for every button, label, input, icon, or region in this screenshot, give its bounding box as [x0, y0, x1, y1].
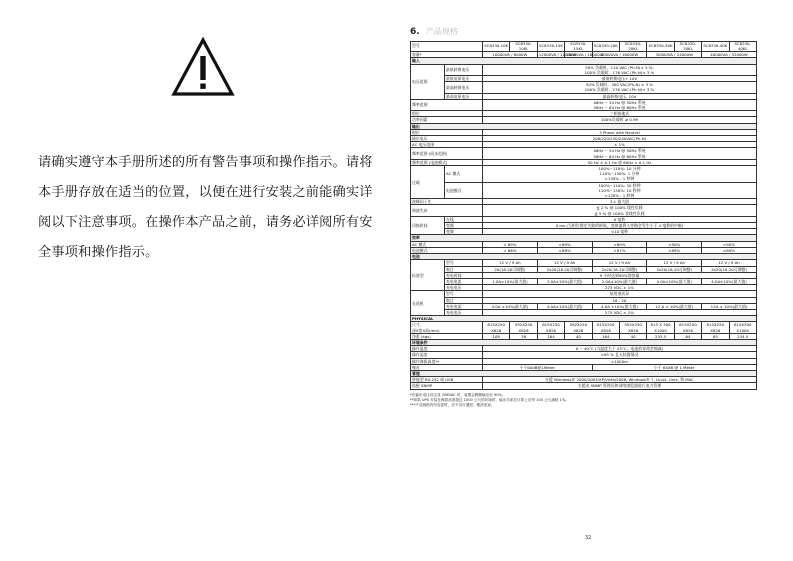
- weight-value: 40: [619, 333, 646, 339]
- spec-label: 选配 SNMP: [411, 383, 483, 389]
- battery-value: 12 V / 9 Ah: [592, 260, 647, 266]
- capacity-value: 40000VA / 32000W: [702, 52, 757, 58]
- transfer-mode-label: 变频: [445, 223, 483, 229]
- capacity-value: 20000VA / 16000W: [592, 52, 647, 58]
- spec-label: 最高转换电压: [445, 82, 483, 93]
- spec-label: 波峰因子比: [411, 199, 483, 205]
- efficiency-value: >88%: [537, 247, 592, 253]
- battery-value: 20(18-20可调整): [483, 266, 538, 272]
- efficiency-value: > 86%: [483, 247, 538, 253]
- capacity-value: 12000VA / 12000W: [538, 52, 577, 58]
- dimension-value: 815X250 X826: [537, 322, 564, 333]
- section-heading: [410, 26, 755, 38]
- spec-row: [411, 148, 757, 159]
- efficiency-value: >89%: [647, 247, 702, 253]
- spec-value: 46Hz ~ 54 Hz @ 50Hz 系统 56Hz ~ 64 Hz @ 60Hz 系统: [483, 148, 757, 159]
- spec-label: 频率范围: [411, 99, 483, 110]
- spec-value: 18 - 20: [483, 297, 757, 303]
- spec-label: 电压范围: [411, 64, 445, 99]
- dimension-value: 592X250 X826: [565, 322, 592, 333]
- spec-label: 型号: [445, 260, 483, 266]
- spec-value: 依用途而异: [483, 291, 757, 297]
- model-header: SC8330-20K: [592, 42, 619, 52]
- footnote: **如果 UPS 安装在海拔高度超过 1000 公尺的环境时，输出功率在计算上应每 100 公尺减耗 1%。: [410, 397, 569, 402]
- model-header: SC8330-15K: [537, 42, 564, 52]
- section-number: 6.: [410, 27, 420, 37]
- capacity-value: 10000VA / 8000W: [483, 52, 538, 58]
- battery-value: 2.0A±10%(最大值): [592, 278, 647, 284]
- battery-value: 12 V / 9 Ah: [647, 260, 702, 266]
- spec-label: AC 电压范围: [411, 142, 483, 148]
- battery-value: 4.0A±10%(最大值): [647, 278, 702, 284]
- warning-line: 全事项和操作指示。: [38, 245, 159, 260]
- dimension-value: 815X250 X826: [674, 322, 701, 333]
- battery-value: 4.0A ±10%(最大值): [483, 303, 538, 309]
- spec-label: 操作湿度: [411, 352, 483, 358]
- spec-label: 充电电流: [445, 278, 483, 284]
- spec-value: 最低转换电压+ 10V: [483, 76, 757, 82]
- weight-value: 233.5: [647, 333, 674, 339]
- weight-value: 64: [674, 333, 701, 339]
- transfer-mode-label: 在线: [445, 216, 483, 222]
- spec-label: AC 模式: [411, 241, 483, 247]
- spec-value: 50 Hz ± 0.1 Hz 或 60Hz ± 0.1 Hz: [483, 159, 757, 165]
- dimension-value: 815X250 X826: [592, 322, 619, 333]
- spec-value: 208/220/230/240VAC(Ph-N): [483, 136, 757, 142]
- dimension-value: 815X250 X826: [702, 322, 729, 333]
- capacity-value: 16000VA / 16000W: [566, 52, 604, 58]
- dimension-value: 592X250 X826: [619, 322, 646, 333]
- group-header: 环境条件: [411, 339, 757, 345]
- spec-label: 最低复原电压: [445, 76, 483, 82]
- spec-row: [411, 42, 757, 52]
- model-header: SC8330-30K: [647, 42, 674, 52]
- footnote: ***产品规格有所变更时，亦不另行通知，敬请见谅。: [410, 402, 495, 407]
- spec-row: [411, 99, 757, 110]
- spec-value: <95 % 且无结露情况: [483, 352, 757, 358]
- dimension-value: 815X250 X826: [483, 322, 510, 333]
- battery-value: 12 A ± 10%(最大值): [647, 303, 702, 309]
- dimension-value: 592X250 X826: [510, 322, 537, 333]
- spec-label: 数目: [445, 266, 483, 272]
- spec-value: 273 VDC ± 1%: [483, 309, 757, 315]
- battery-value: 4.0A±10%(最大值): [537, 303, 592, 309]
- model-header: SC8330-40KL: [729, 42, 756, 52]
- spec-label: 噪音: [411, 364, 483, 370]
- group-header: 效率: [411, 235, 757, 241]
- spec-value: 100%~110%: 10 分钟 110%~130%: 1 分钟 >130% : 1 秒钟: [483, 166, 757, 183]
- spec-value: ≦ 2 % @ 100% 线性负载 ≦ 5 % @ 100% 非线性负载: [483, 205, 757, 216]
- spec-label: 净重 (kgs): [411, 333, 483, 339]
- group-header: 输出: [411, 123, 757, 129]
- spec-label: 功率因素: [411, 117, 483, 123]
- warning-line: 本手册存放在适当的位置，以便在进行安装之前能确实详: [38, 185, 373, 200]
- warning-line: 请确实遵守本手册所述的所有警告事项和操作指示。请将: [38, 155, 373, 170]
- spec-row: [411, 82, 757, 93]
- spec-label: 长延机: [411, 291, 445, 316]
- model-header: SC8330-40K: [702, 42, 729, 52]
- spec-label: 最低转换电压: [445, 64, 483, 75]
- battery-value: 2x20(18-20可调整): [537, 266, 592, 272]
- battery-value: 12 V / 9 Ah: [537, 260, 592, 266]
- left-page: [0, 0, 396, 561]
- group-header: 电池: [411, 254, 757, 260]
- weight-value: 164: [592, 333, 619, 339]
- battery-value: 4.0A ±10%(最大值): [592, 303, 647, 309]
- spec-label: 输出电压: [411, 136, 483, 142]
- group-header: PHYSICAL: [411, 316, 757, 322]
- group-header: 管理: [411, 370, 757, 376]
- spec-value: 273 VDC ± 1%: [483, 285, 757, 291]
- group-header: 输入: [411, 58, 757, 64]
- footnotes: [410, 393, 755, 409]
- spec-value: <10 毫秒: [483, 229, 757, 235]
- spec-label: 频率范围 (同步范围): [411, 148, 483, 159]
- spec-label: 电池模式: [411, 247, 483, 253]
- efficiency-value: >90%: [702, 241, 757, 247]
- model-header: SC8330-20KL: [619, 42, 646, 52]
- spec-label: AC 模式: [445, 166, 483, 183]
- spec-table: [410, 41, 757, 390]
- spec-value: 0 毫秒: [483, 216, 757, 222]
- spec-label: 操作海拔高度**: [411, 358, 483, 364]
- warning-line: 阅以下注意事项。在操作本产品之前，请务必详阅所有安: [38, 215, 373, 230]
- spec-label: 充电电压: [445, 285, 483, 291]
- battery-value: 1.0A±10%(最大值): [483, 278, 538, 284]
- spec-label: 相位: [411, 111, 483, 117]
- spec-value: <1000m: [483, 358, 757, 364]
- spec-value: 3 Phase with Neutral: [483, 129, 757, 135]
- battery-value: 4.0A±10%(最大值): [702, 278, 757, 284]
- page-number: 32: [585, 535, 592, 541]
- spec-value: ± 1%: [483, 142, 757, 148]
- spec-value: 100%负载时 ≥ 0.99: [483, 117, 757, 123]
- model-header: SC8330-15KL: [565, 42, 592, 52]
- weight-value: 164: [537, 333, 564, 339]
- dimension-value: 815X300 X1000: [729, 322, 756, 333]
- warning-triangle-icon: [172, 38, 234, 96]
- spec-value: 50% 负载时，110 VAC (Ph-N)± 3 %; 100% 负载时，176 VAC (Ph-N)± 3 %: [483, 64, 757, 75]
- spec-value: 小于 65dB @ 1 Meter: [592, 364, 756, 370]
- efficiency-value: > 89%: [483, 241, 538, 247]
- transfer-mode-label: 变频: [445, 229, 483, 235]
- model-header: SC8330-30KL: [674, 42, 701, 52]
- spec-label: 频率范围 (电池模式): [411, 159, 483, 165]
- spec-value: 0 ms (当相位锁定失败的时候，变换器将入旁路会发生小于 4 毫秒的中断): [483, 223, 757, 229]
- footnote: *在输出电压设定成 208VAC 时，装置会降额输出至 90%。: [410, 392, 506, 397]
- spec-row: [411, 205, 757, 216]
- spec-label: 型号: [445, 291, 483, 297]
- efficiency-value: >90%: [647, 241, 702, 247]
- spec-value: 0 ~ 40°C (当温度大于 25°C，电池的寿命会缩减): [483, 346, 757, 352]
- battery-value: 12 V / 9 Ah: [483, 260, 538, 266]
- battery-value: 12A ± 10%(最大值): [702, 303, 757, 309]
- battery-value: 2x20(18-20可调整): [592, 266, 647, 272]
- spec-value: 小于60dB@1Meter: [483, 364, 593, 370]
- battery-value: 2.0A±10%(最大值): [537, 278, 592, 284]
- spec-row: [411, 322, 757, 333]
- spec-value: 50% 负载时，300 VAC(Ph-N) ± 3 % 100% 负载时，276 VAC (Ph-N)± 3 %: [483, 82, 757, 93]
- spec-label: 智能型 RS-232 或 USB: [411, 377, 483, 383]
- spec-label: 尺寸, 深X宽X高(mm): [411, 322, 483, 333]
- spec-label: 型号: [411, 42, 483, 52]
- efficiency-value: >87%: [592, 247, 647, 253]
- capacity-value: 30000VA / 24000W: [647, 52, 702, 58]
- spec-value: 支援由 SNMP 管理员和网络浏览器进行电力管理: [483, 383, 757, 389]
- spec-label: 充电电压: [445, 309, 483, 315]
- spec-value: 支援 Windows® 2000/2003/XP/Vista/2008, Windows® 7, Linux, Unix, 和 MAC: [483, 377, 757, 383]
- spec-label: 相位: [411, 129, 483, 135]
- weight-value: 109: [483, 333, 510, 339]
- spec-label: 最高复原电压: [445, 93, 483, 99]
- spec-label: 过载: [411, 166, 445, 199]
- warning-paragraph: [38, 148, 378, 268]
- spec-label: 数目: [445, 297, 483, 303]
- spec-value: 9 小时达到90%的容量: [483, 272, 757, 278]
- spec-value: 3:1 最大值: [483, 199, 757, 205]
- model-header: SC8330-10K: [483, 42, 510, 52]
- spec-label: 容量*: [411, 52, 483, 58]
- weight-value: 234.5: [729, 333, 756, 339]
- spec-label: 操作温度: [411, 346, 483, 352]
- spec-value: 三相接地式: [483, 111, 757, 117]
- spec-label: 充电时间: [445, 272, 483, 278]
- spec-row: [411, 64, 757, 75]
- spec-value: 100%~110%: 30 秒钟 110%~130%: 10 秒钟 >130% : 1 秒钟: [483, 182, 757, 199]
- spec-row: [411, 166, 757, 183]
- dimension-value: 815 X 300 X1000: [647, 322, 674, 333]
- efficiency-value: >89%: [537, 241, 592, 247]
- battery-value: 3x20(18-20可调整): [647, 266, 702, 272]
- spec-row: [411, 182, 757, 199]
- spec-label: 谐波失真: [411, 205, 483, 216]
- weight-value: 40: [565, 333, 592, 339]
- battery-value: 3x20(18-20可调整): [702, 266, 757, 272]
- right-page: [410, 26, 755, 408]
- spec-label: 充电电流: [445, 303, 483, 309]
- spec-value: 最高转换电压- 10V: [483, 93, 757, 99]
- battery-value: 12 V / 9 Ah: [702, 260, 757, 266]
- section-title: 产品规格: [425, 27, 458, 36]
- spec-label: 切换时间: [411, 216, 445, 235]
- efficiency-value: >89%: [592, 241, 647, 247]
- weight-value: 38: [510, 333, 537, 339]
- spec-label: 电池模式: [445, 182, 483, 199]
- spec-row: [411, 383, 757, 389]
- model-header: SC8330-10KL: [510, 42, 537, 52]
- weight-value: 65: [702, 333, 729, 339]
- spec-label: 标准型: [411, 260, 445, 291]
- efficiency-value: >89%: [702, 247, 757, 253]
- spec-value: 46Hz ~ 54 Hz @ 50Hz 系统 56Hz ~ 64 Hz @ 60Hz 系统: [483, 99, 757, 110]
